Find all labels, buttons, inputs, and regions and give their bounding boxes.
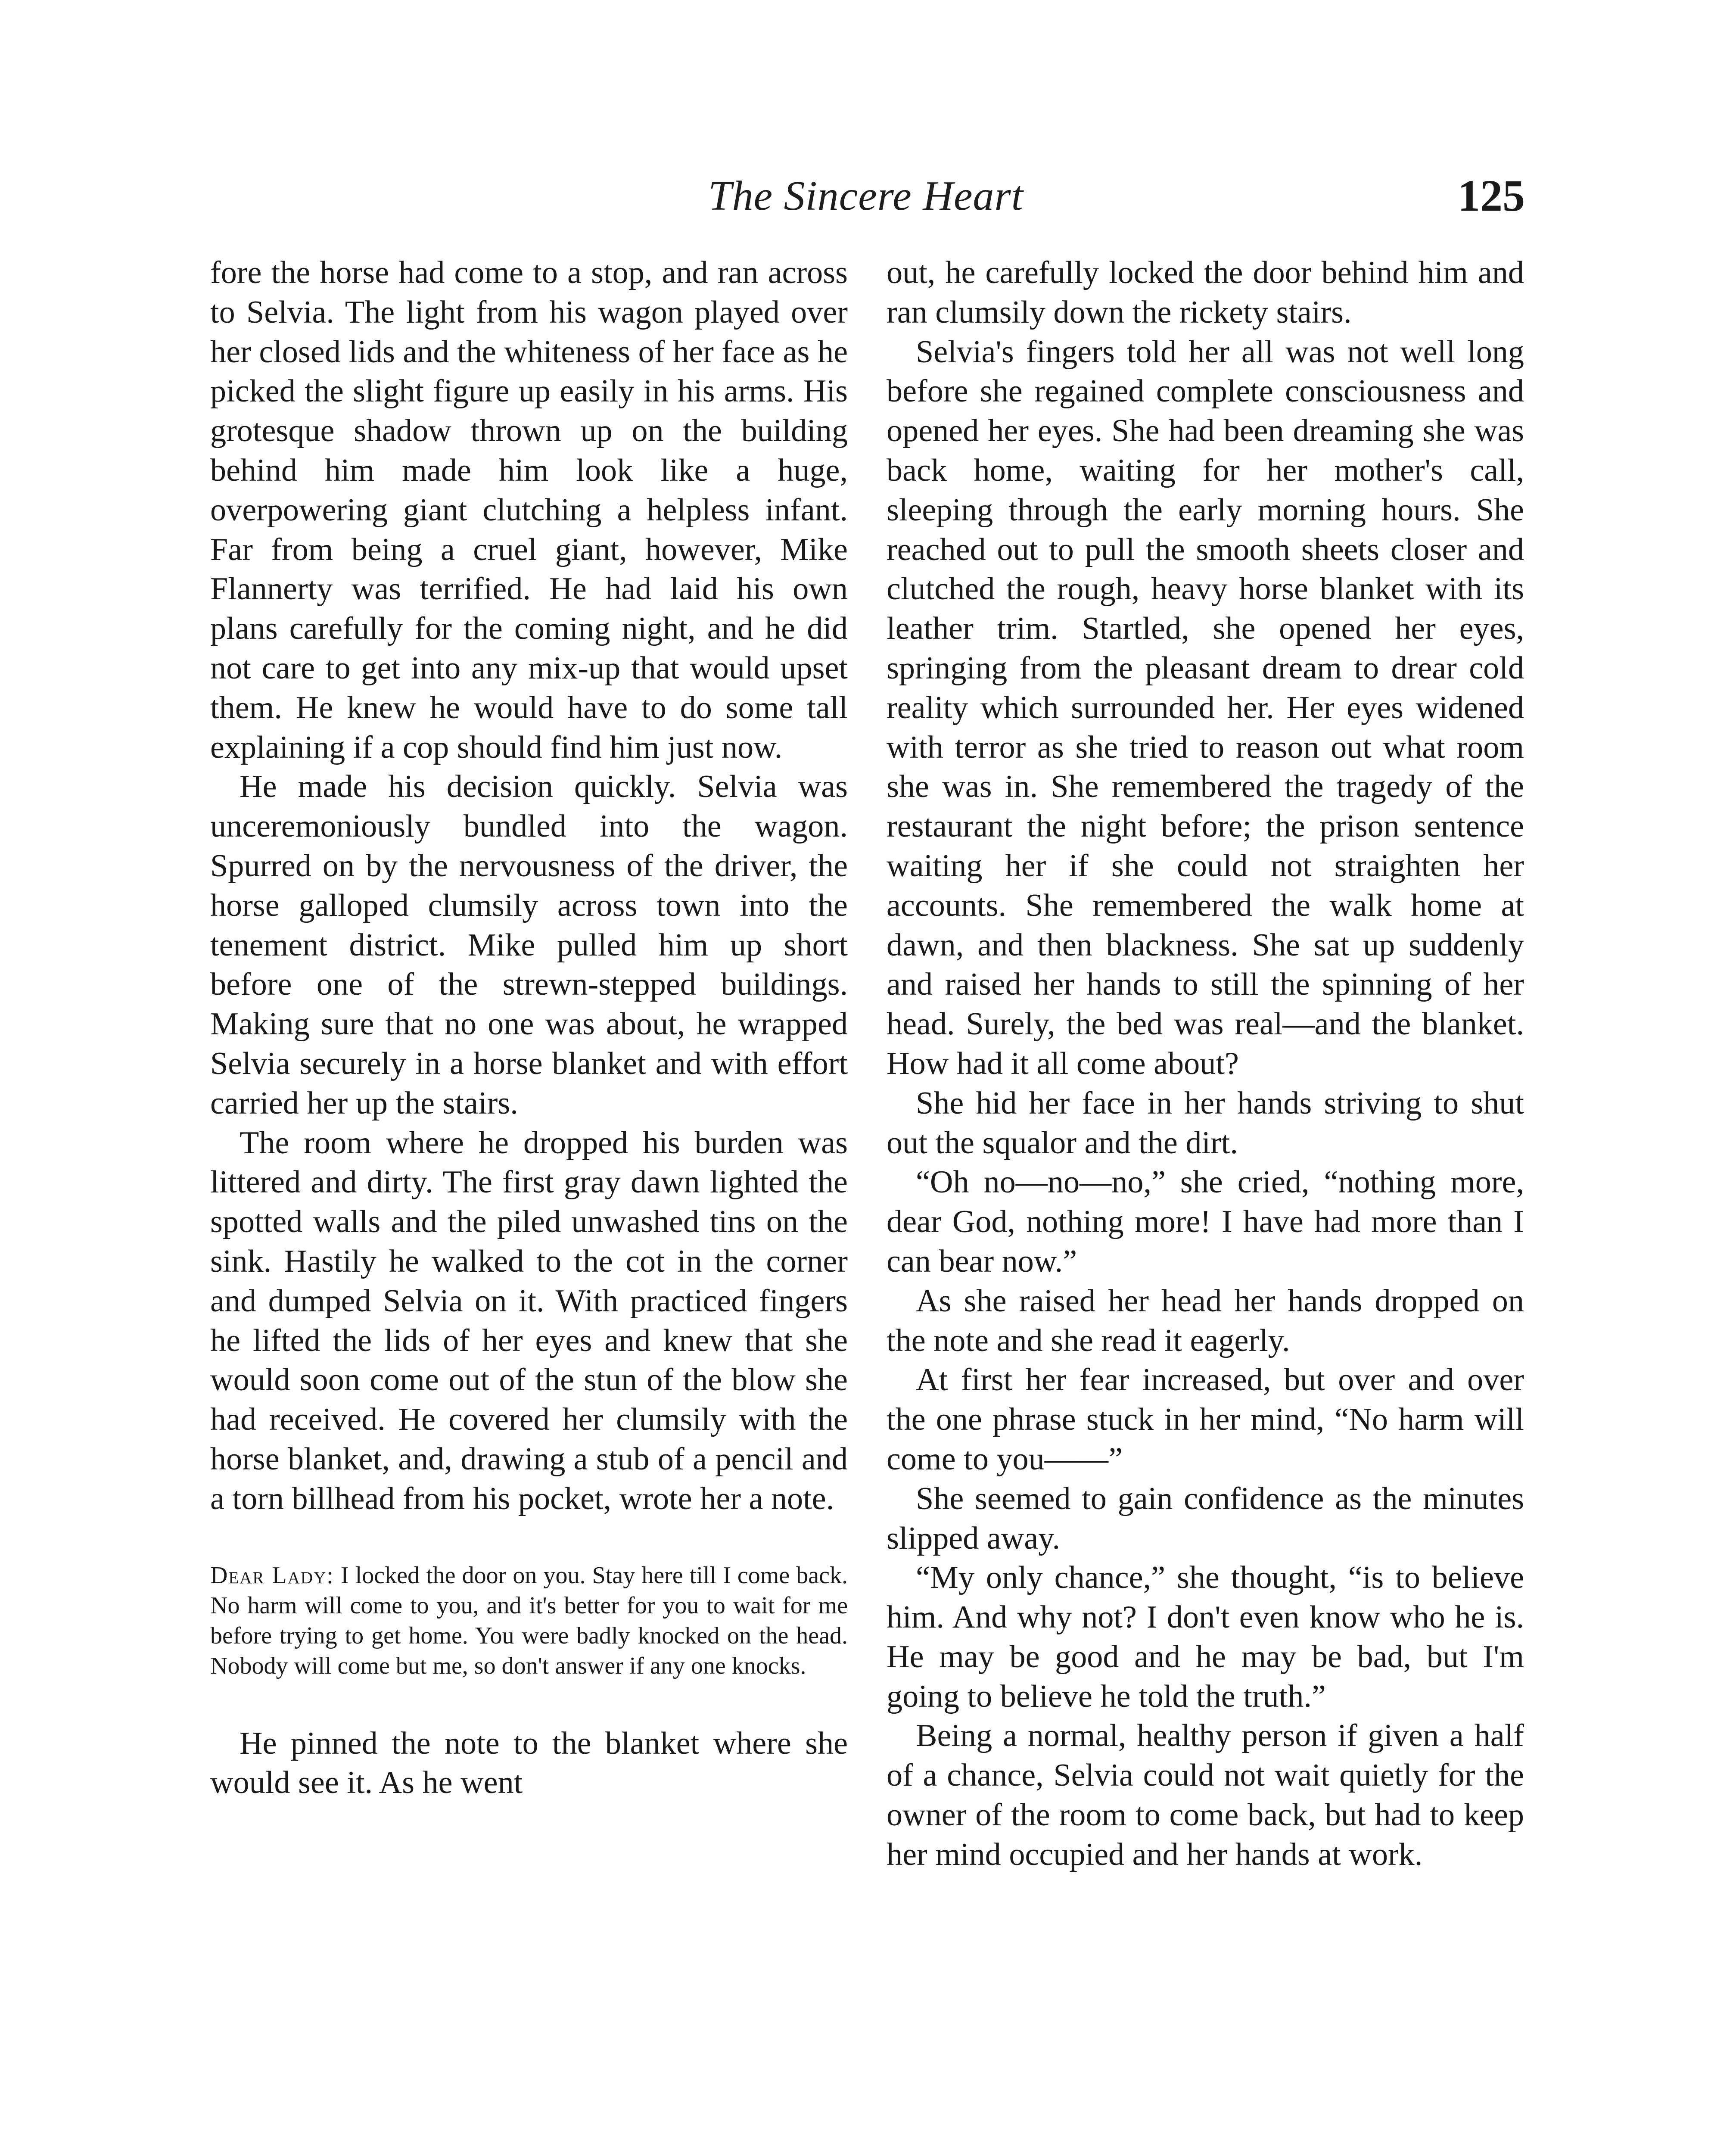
paragraph: “My only chance,” she thought, “is to believe him. And why not? I don't even know who he is. He may be good and he may be bad, but I'm going to believe he told the truth.” (887, 1560, 1524, 1714)
paragraph: At first her fear increased, but over and over the one phrase stuck in her mind, “No harm will come to you——” (887, 1362, 1524, 1477)
note-salutation: Dear Lady: (210, 1562, 334, 1589)
page-header (207, 168, 1525, 237)
paragraph: She seemed to gain confidence as the minutes slipped away. (887, 1481, 1524, 1556)
running-title: The Sincere Heart (708, 173, 1024, 219)
right-column (887, 253, 1524, 1875)
paragraph: Selvia's fingers told her all was not well long before she regained complete consciousness and opened her eyes. She had been dreaming she was back home, waiting for her mother's call, sleeping through the early morning hours. She reached out to pull the smooth sheets closer and clutched the rough, heavy horse blanket with its leather trim. Startled, she opened her eyes, springing from the pleasant dream to drear cold reality which surrounded her. Her eyes widened with terror as she tried to reason out what room she was in. She remembered the tragedy of the restaurant the night before; the prison sentence waiting her if she could not straighten her accounts. She remembered the walk home at dawn, and then blackness. She sat up suddenly and raised her hands to still the spinning of her head. Surely, the bed was real—and the blanket. How had it all come about? (887, 334, 1524, 1081)
paragraph: The room where he dropped his burden was littered and dirty. The first gray dawn lighted the spotted walls and the piled unwashed tins on the sink. Hastily he walked to the cot in the corner and dumped Selvia on it. With practiced fingers he lifted the lids of her eyes and knew that she would soon come out of the stun of the blow she had received. He covered her clumsily with the horse blanket, and, drawing a stub of a pencil and a torn billhead from his pocket, wrote her a note. (210, 1125, 848, 1516)
paragraph: He made his decision quickly. Selvia was unceremoniously bundled into the wagon. Spurred on by the nervousness of the driver, the horse galloped clumsily across town into the tenement district. Mike pulled him up short before one of the strewn-stepped buildings. Making sure that no one was about, he wrapped Selvia securely in a horse blanket and with effort carried her up the stairs. (210, 769, 848, 1121)
paragraph: She hid her face in her hands striving to shut out the squalor and the dirt. (887, 1085, 1524, 1161)
paragraph: As she raised her head her hands dropped on the note and she read it eagerly. (887, 1283, 1524, 1358)
left-column (210, 253, 848, 1803)
paragraph: out, he carefully locked the door behind him and ran clumsily down the rickety stairs. (887, 255, 1524, 330)
note-body: I locked the door on you. Stay here till I come back. No harm will come to you, and it's better for you to wait for me before trying to get home. You were badly knocked on the head. Nobody will come but me, so don't answer if any one knocks. (210, 1562, 848, 1679)
paragraph: fore the horse had come to a stop, and ran across to Selvia. The light from his wagon played over her closed lids and the whiteness of her face as he picked the slight figure up easily in his arms. His grotesque shadow thrown up on the building behind him made him look like a huge, overpowering giant clutching a helpless infant. Far from being a cruel giant, however, Mike Flannerty was terrified. He had laid his own plans carefully for the coming night, and he did not care to get into any mix-up that would upset them. He knew he would have to do some tall explaining if a cop should find him just now. (210, 255, 848, 765)
handwritten-note-text (210, 1560, 848, 1681)
paragraph: He pinned the note to the blanket where she would see it. As he went (210, 1725, 848, 1801)
page-number: 125 (1458, 171, 1525, 221)
paragraph: “Oh no—no—no,” she cried, “nothing more, dear God, nothing more! I have had more than I can bear now.” (887, 1164, 1524, 1279)
paragraph: Being a normal, healthy person if given a half of a chance, Selvia could not wait quietly for the owner of the room to come back, but had to keep her mind occupied and her hands at work. (887, 1718, 1524, 1872)
